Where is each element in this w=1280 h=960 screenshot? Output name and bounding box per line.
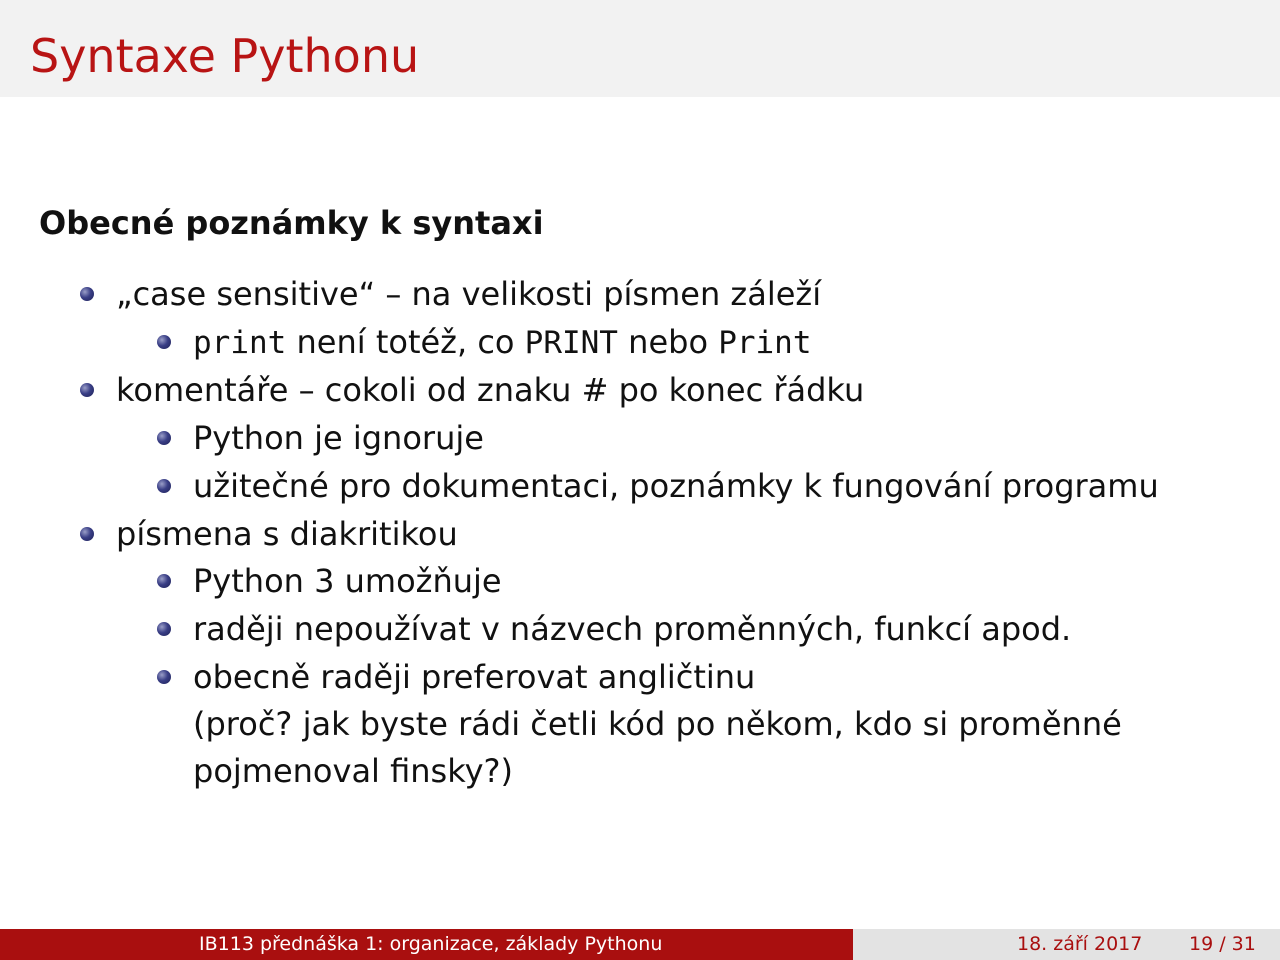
list-item: písmena s diakritikou — [116, 515, 458, 553]
sub-list-item: Python 3 umožňuje — [193, 562, 502, 600]
code-print-upper: PRINT — [524, 325, 618, 361]
slide-title: Syntaxe Pythonu — [30, 29, 420, 83]
sub-list-item — [193, 322, 812, 363]
bullet-icon — [157, 431, 171, 445]
sub-list-item-continuation: (proč? jak byste rádi četli kód po někom, kdo si proměnné — [193, 705, 1122, 743]
code-print: print — [193, 325, 287, 361]
footer-left-panel — [0, 929, 853, 960]
block-title: Obecné poznámky k syntaxi — [39, 204, 544, 242]
code-print-capitalized: Print — [718, 325, 812, 361]
sub-list-item: užitečné pro dokumentaci, poznámky k fungování programu — [193, 467, 1159, 505]
list-item: komentáře – cokoli od znaku # po konec řádku — [116, 371, 865, 409]
footer-date: 18. září 2017 — [1017, 933, 1143, 955]
footer-course-title: IB113 přednáška 1: organizace, základy Pythonu — [199, 933, 663, 955]
sub-list-item: raději nepoužívat v názvech proměnných, funkcí apod. — [193, 610, 1072, 648]
bullet-icon — [157, 670, 171, 684]
slide-footer — [0, 929, 1280, 960]
bullet-icon — [157, 335, 171, 349]
bullet-icon — [80, 383, 94, 397]
sub-list-item-continuation: pojmenoval finsky?) — [193, 752, 514, 790]
sub-list-item-text: není totéž, co — [286, 323, 525, 361]
slide-title-bar — [0, 0, 1280, 97]
bullet-icon — [157, 479, 171, 493]
sub-list-item-text: nebo — [617, 323, 719, 361]
bullet-icon — [157, 574, 171, 588]
bullet-icon — [80, 287, 94, 301]
sub-list-item: Python je ignoruje — [193, 419, 484, 457]
sub-list-item: obecně raději preferovat angličtinu — [193, 658, 756, 696]
footer-page-number: 19 / 31 — [1189, 933, 1256, 955]
list-item: „case sensitive“ – na velikosti písmen záleží — [116, 275, 822, 313]
bullet-icon — [80, 527, 94, 541]
bullet-icon — [157, 622, 171, 636]
